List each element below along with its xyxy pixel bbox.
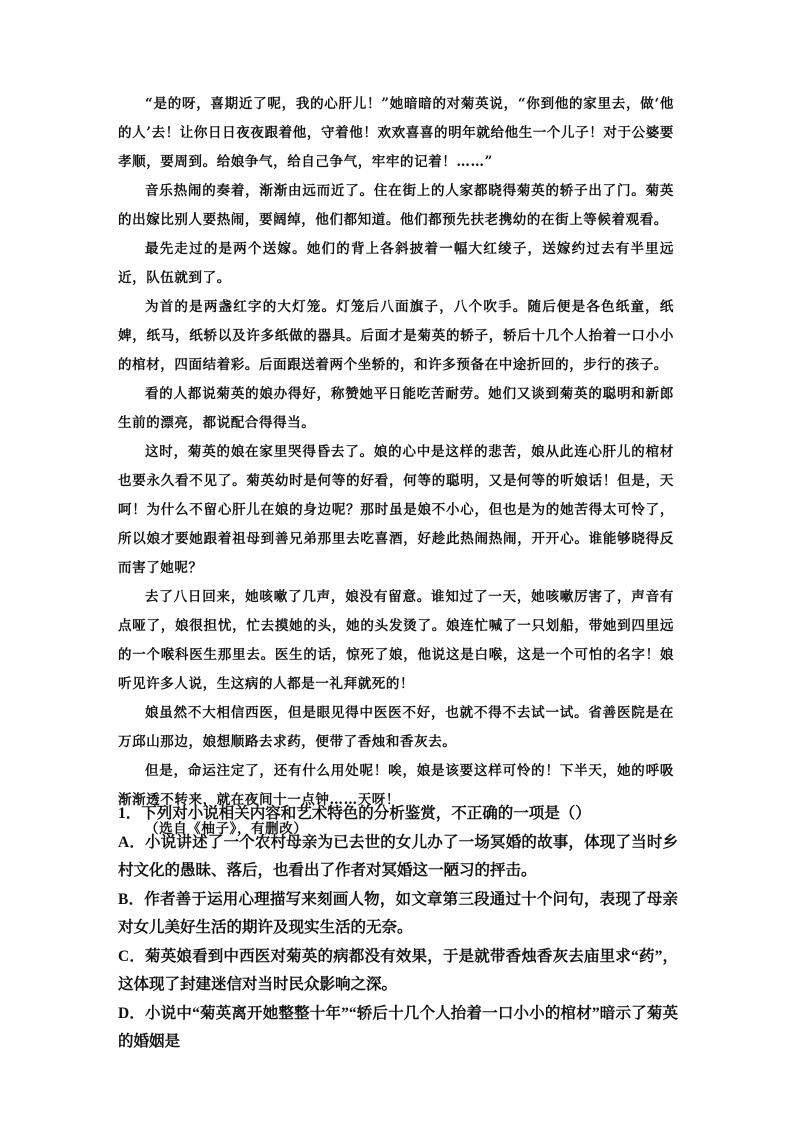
answer-option-a: A．小说讲述了一个农村母亲为已去世的女儿办了一场冥婚的故事，体现了当时乡村文化的愚昧、落后，也看出了作者对冥婚这一陋习的抨击。 [118,833,678,879]
passage-paragraph: 这时，菊英的娘在家里哭得昏去了。娘的心中是这样的悲苦，娘从此连心肝儿的棺材也要永久看不见了。菊英幼时是何等的好看，何等的聪明，又是何等的听娘话！但是，天呵！为什么不留心肝儿在娘的身边呢？那时虽是娘不小心，但也是为的她苦得太可怜了，所以娘才要她跟着祖母到善兄弟那里去吃喜酒，好趁此热闹热闹，开开心。谁能够晓得反而害了她呢？ [118,444,674,576]
answer-option-b: B．作者善于运用心理描写来刻画人物，如文章第三段通过十个问句，表现了母亲对女儿美好生活的期许及现实生活的无奈。 [118,890,678,936]
passage-paragraph: 为首的是两盏红字的大灯笼。灯笼后八面旗子，八个吹手。随后便是各色纸童，纸婢，纸马，纸轿以及许多纸做的器具。后面才是菊英的轿子，轿后十几个人抬着一口小小的棺材，四面结着彩。后面跟送着两个坐轿的，和许多预备在中途折回的，步行的孩子。 [118,299,674,373]
passage-paragraph: 音乐热闹的奏着，渐渐由远而近了。住在街上的人家都晓得菊英的轿子出了门。菊英的出嫁比别人要热闹，要阔绰，他们都知道。他们都预先扶老携幼的在街上等候着观看。 [118,183,674,228]
passage-paragraph: 去了八日回来，她咳嗽了几声，娘没有留意。谁知过了一天，她咳嗽厉害了，声音有点哑了，娘很担忧，忙去摸她的头，她的头发烫了。娘连忙喊了一只划船，带她到四里远的一个喉科医生那里去。医生的话，惊死了娘，他说这是白喉，这是一个可怕的名字！娘听见许多人说，生这病的人都是一礼拜就死的！ [118,589,674,692]
passage-paragraph: “是的呀，喜期近了呢，我的心肝儿！”她暗暗的对菊英说，“你到他的家里去，做‘他的人’去！让你日日夜夜跟着他，守着他！欢欢喜喜的明年就给他生一个儿子！对于公婆要孝顺，要周到。给娘争气，给自己争气，牢牢的记着！……” [118,96,674,170]
passage-paragraph: 看的人都说菊英的娘办得好，称赞她平日能吃苦耐劳。她们又谈到菊英的聪明和新郎生前的漂亮，都说配合得得当。 [118,386,674,431]
reading-passage [118,90,674,844]
question-section [118,800,678,1057]
answer-option-c: C．菊英娘看到中西医对菊英的病都没有效果，于是就带香烛香灰去庙里求“药”，这体现了封建迷信对当时民众影响之深。 [118,947,678,993]
passage-paragraph: 最先走过的是两个送嫁。她们的背上各斜披着一幅大红绫子，送嫁约过去有半里远近，队伍就到了。 [118,241,674,286]
answer-option-d: D．小说中“菊英离开她整整十年”“轿后十几个人抬着一口小小的棺材”暗示了菊英的婚姻是 [118,1004,678,1050]
passage-paragraph: 娘虽然不大相信西医，但是眼见得中医医不好，也就不得不去试一试。省善医院是在万邱山那边，娘想顺路去求药，便带了香烛和香灰去。 [118,705,674,750]
question-stem: 1．下列对小说相关内容和艺术特色的分析鉴赏，不正确的一项是（） [118,805,591,822]
passage-paragraph: 但是，命运注定了，还有什么用处呢！唉，娘是该要这样可怜的！下半天，她的呼吸渐渐透不转来，就在夜间十一点钟……天呀！ [118,763,674,808]
source-citation: （选自《柚子》，有删改） [145,821,308,837]
